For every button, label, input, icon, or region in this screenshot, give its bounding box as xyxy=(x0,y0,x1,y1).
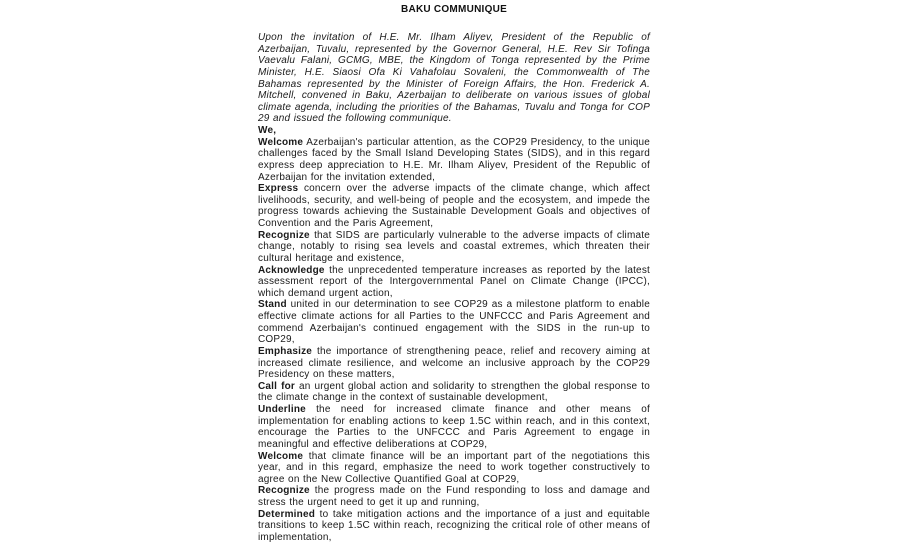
paragraph-lead: Stand xyxy=(258,299,287,311)
paragraph-lead: Welcome xyxy=(258,450,304,462)
paragraph-lead: Acknowledge xyxy=(258,264,325,276)
document-page xyxy=(258,0,650,544)
paragraph-lead: Recognize xyxy=(258,229,310,241)
paragraph-text: the progress made on the Fund responding to loss and damage and stress the urgent need to get it up and running, xyxy=(258,485,650,508)
paragraph-text: Azerbaijan's particular attention, as the COP29 Presidency, to the unique challenges faced by the Small Island Developing States (SIDS), and in this regard express deep appreciation to H.E. Mr. Ilham Aliyev, President of the Republic of Azerbaijan for the invitation extended, xyxy=(258,136,650,183)
paragraph-welcome-2 xyxy=(258,451,650,486)
paragraph-emphasize xyxy=(258,346,650,381)
paragraph-text: the need for increased climate finance and other means of implementation for enabling actions to keep 1.5C within reach, and in this context, encourage the Parties to the UNFCCC and Paris Agreement to engage in meaningful and effective deliberations at COP29, xyxy=(258,404,650,450)
paragraph-lead: Call for xyxy=(258,380,296,392)
paragraph-text: the importance of strengthening peace, relief and recovery aiming at increased climate resilience, and welcome an inclusive approach by the COP29 Presidency on these matters, xyxy=(258,345,650,381)
paragraph-acknowledge xyxy=(258,265,650,300)
paragraph-we xyxy=(258,125,650,137)
paragraph-text: an urgent global action and solidarity to strengthen the global response to the climate change in the context of sustainable development, xyxy=(258,380,650,404)
paragraph-lead: Express xyxy=(258,183,299,195)
paragraph-welcome-1 xyxy=(258,137,650,184)
paragraph-recognize-2 xyxy=(258,485,650,508)
paragraph-express xyxy=(258,183,650,230)
paragraph-call-for xyxy=(258,381,650,404)
paragraph-lead: Emphasize xyxy=(258,345,313,357)
paragraph-text: that SIDS are particularly vulnerable to the adverse impacts of climate change, notably to rising sea levels and coastal extremes, which threaten their cultural heritage and existence, xyxy=(258,229,650,264)
paragraph-recognize-1 xyxy=(258,230,650,265)
paragraph-lead: Underline xyxy=(258,404,306,415)
paragraph-text: the unprecedented temperature increases as reported by the latest assessment report of the Intergovernmental Panel on Climate Change (IPCC), which demand urgent action, xyxy=(258,264,650,299)
paragraph-lead: Determined xyxy=(258,508,316,520)
paragraph-determined xyxy=(258,509,650,544)
paragraph-text: that climate finance will be an important part of the negotiations this year, and in this regard, emphasize the need to work together constructively to agree on the New Collective Quantified Goal at COP29, xyxy=(258,450,650,485)
paragraph-text: to take mitigation actions and the importance of a just and equitable transitions to keep 1.5C within reach, recognizing the critical role of other means of implementation, xyxy=(258,508,650,543)
paragraph-lead: We, xyxy=(258,125,277,136)
paragraph-lead: Welcome xyxy=(258,136,304,148)
paragraph-text: united in our determination to see COP29 as a milestone platform to enable effective climate actions for all Parties to the UNFCCC and Paris Agreement and commend Azerbaijan's continued engagement with the SIDS in the run-up to COP29, xyxy=(258,299,650,346)
document-title: BAKU COMMUNIQUE xyxy=(401,4,507,15)
paragraph-stand xyxy=(258,299,650,346)
paragraph-lead: Recognize xyxy=(258,485,310,497)
paragraph-preamble xyxy=(258,32,650,125)
paragraph-text: Upon the invitation of H.E. Mr. Ilham Aliyev, President of the Republic of Azerbaijan, Tuvalu, represented by the Governor General, H.E. Rev Sir Tofinga Vaevalu Falani, GCMG, MBE, the Kingdom of Tonga represented by the Prime Minister, H.E. Siaosi Ofa Ki Vahafolau Sovaleni, the Commonwealth of The Bahamas represented by the Minister of Foreign Affairs, the Hon. Frederick A. Mitchell, convened in Baku, Azerbaijan to deliberate on various issues of global climate agenda, including the priorities of the Bahamas, Tuvalu and Tonga for COP 29 and issued the following communique. xyxy=(258,32,650,125)
paragraph-underline xyxy=(258,404,650,451)
paragraph-text: concern over the adverse impacts of the climate change, which affect livelihoods, security, and well-being of people and the ecosystem, and impede the progress towards achieving the Sustainable Development Goals and objectives of Convention and the Paris Agreement, xyxy=(258,183,650,229)
